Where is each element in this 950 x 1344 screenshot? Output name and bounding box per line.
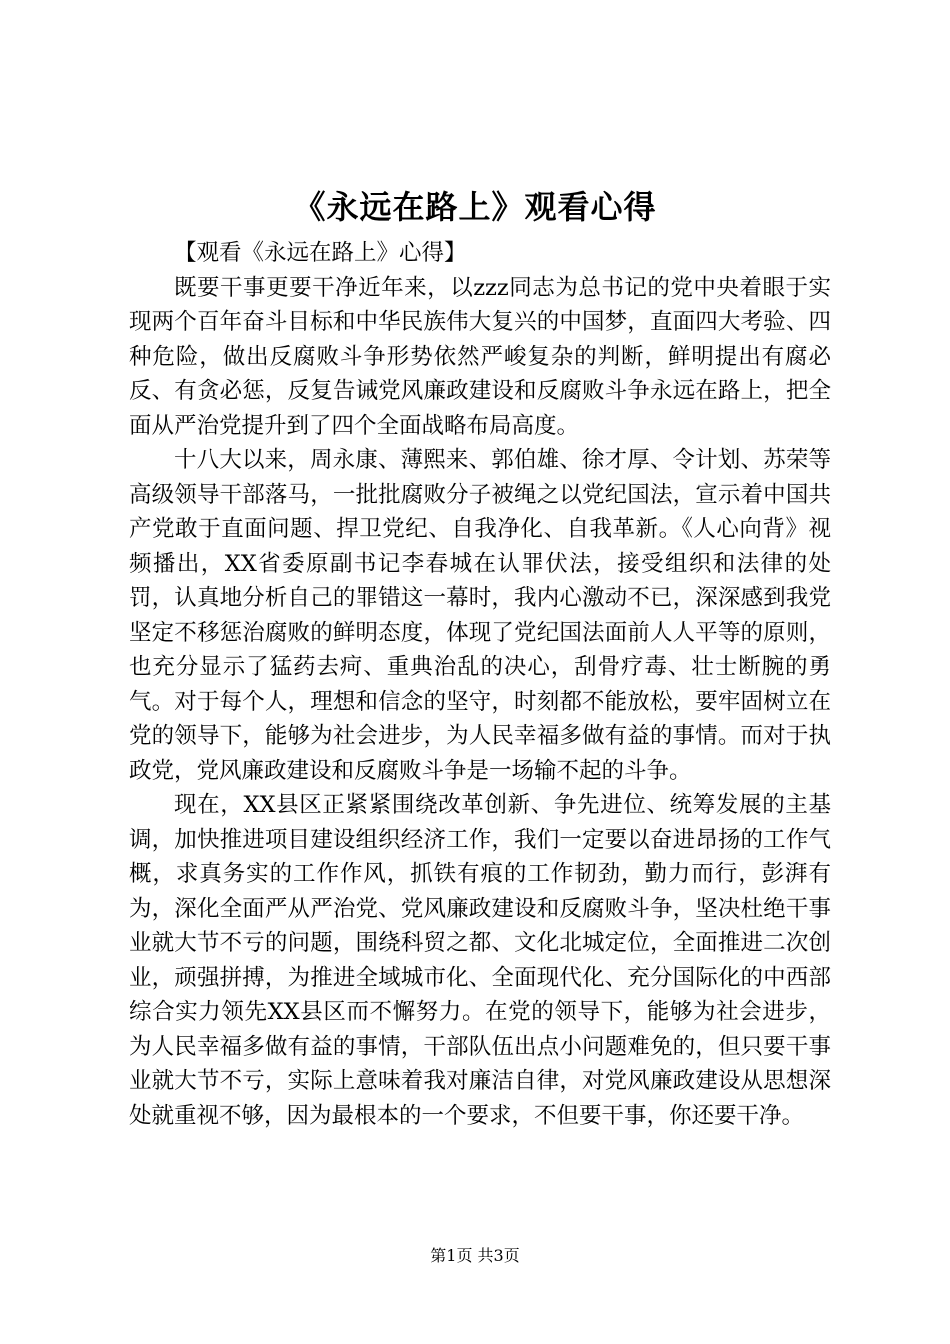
paragraph-1: 既要干事更要干净近年来，以zzz同志为总书记的党中央着眼于实现两个百年奋斗目标和中华民族伟大复兴的中国梦，直面四大考验、四种危险，做出反腐败斗争形势依然严峻复杂的判断，鲜明提出有腐必反、有贪必惩，反复告诫党风廉政建设和反腐败斗争永远在路上，把全面从严治党提升到了四个全面战略布局高度。 (129, 274, 831, 439)
page-footer: 第1页 共3页 (430, 1246, 520, 1265)
document-body (129, 236, 831, 1133)
paragraph-2: 十八大以来，周永康、薄熙来、郭伯雄、徐才厚、令计划、苏荣等高级领导干部落马，一批批腐败分子被绳之以党纪国法，宣示着中国共产党敢于直面问题、捍卫党纪、自我净化、自我革新。《人心向背》视频播出，XX省委原副书记李春城在认罪伏法，接受组织和法律的处罚，认真地分析自己的罪错这一幕时，我内心激动不已，深深感到我党坚定不移惩治腐败的鲜明态度，体现了党纪国法面前人人平等的原则，也充分显示了猛药去疴、重典治乱的决心，刮骨疗毒、壮士断腕的勇气。对于每个人，理想和信念的坚守，时刻都不能放松，要牢固树立在党的领导下，能够为社会进步，为人民幸福多做有益的事情。而对于执政党，党风廉政建设和反腐败斗争是一场输不起的斗争。 (129, 447, 831, 784)
document-title: 《永远在路上》观看心得 (293, 188, 657, 226)
paragraph-3: 现在，XX县区正紧紧围绕改革创新、争先进位、统筹发展的主基调，加快推进项目建设组织经济工作，我们一定要以奋进昂扬的工作气概，求真务实的工作作风，抓铁有痕的工作韧劲，勤力而行，彭湃有为，深化全面严从严治党、党风廉政建设和反腐败斗争，坚决杜绝干事业就大节不亏的问题，围绕科贸之都、文化北城定位，全面推进二次创业，顽强拼搏，为推进全域城市化、全面现代化、充分国际化的中西部综合实力领先XX县区而不懈努力。在党的领导下，能够为社会进步，为人民幸福多做有益的事情，干部队伍出点小问题难免的，但只要干事业就大节不亏，实际上意味着我对廉洁自律，对党风廉政建设从思想深处就重视不够，因为最根本的一个要求，不但要干事，你还要干净。 (129, 792, 831, 1129)
document-subtitle: 【观看《永远在路上》心得】 (174, 240, 467, 266)
